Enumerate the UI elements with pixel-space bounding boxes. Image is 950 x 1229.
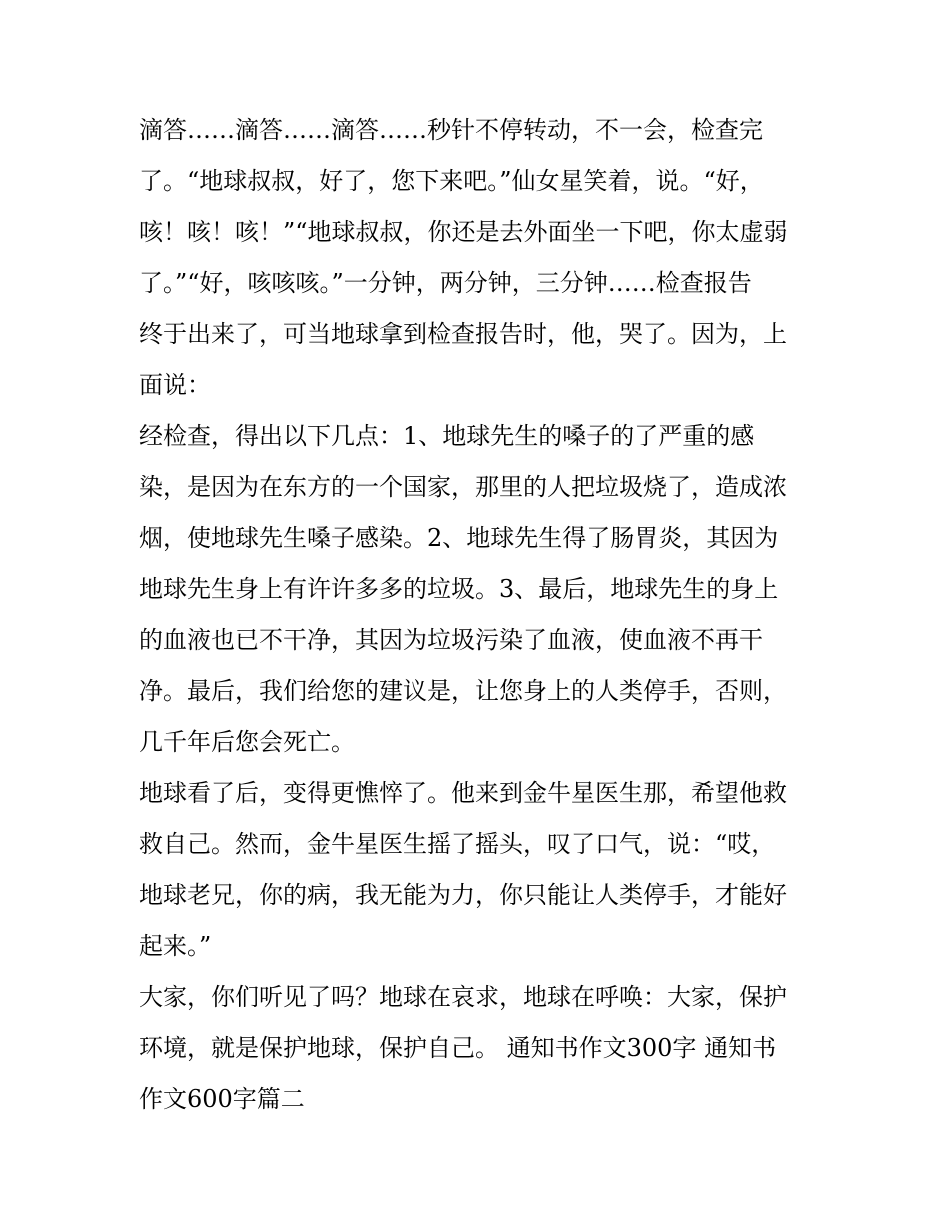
text-line: 环境，就是保护地球，保护自己。 通知书作文300字 通知书 — [139, 1034, 777, 1062]
text-line: 地球先生身上有许许多多的垃圾。3、最后，地球先生的身上 — [139, 575, 779, 603]
text-line: 了。”“好，咳咳咳。”一分钟，两分钟，三分钟……检查报告 — [139, 269, 752, 297]
text-line: 的血液也已不干净，其因为垃圾污染了血液，使血液不再干 — [139, 626, 763, 654]
text-line: 大家，你们听见了吗？地球在哀求，地球在呼唤：大家，保护 — [139, 983, 787, 1011]
text-line: 地球老兄，你的病，我无能为力，你只能让人类停手，才能好 — [139, 881, 787, 909]
text-line: 起来。” — [139, 932, 212, 960]
text-line: 几千年后您会死亡。 — [139, 728, 355, 756]
text-line: 经检查，得出以下几点：1、地球先生的嗓子的了严重的感 — [139, 422, 755, 450]
text-line: 作文600字篇二 — [139, 1085, 305, 1113]
text-line: 烟，使地球先生嗓子感染。2、地球先生得了肠胃炎，其因为 — [139, 524, 779, 552]
text-line: 咳！咳！咳！”“地球叔叔，你还是去外面坐一下吧，你太虚弱 — [139, 218, 788, 246]
text-line: 救自己。然而，金牛星医生摇了摇头，叹了口气，说：“哎， — [139, 830, 776, 858]
text-line: 面说： — [139, 371, 211, 399]
text-line: 地球看了后，变得更憔悴了。他来到金牛星医生那，希望他救 — [139, 779, 787, 807]
text-line: 净。最后，我们给您的建议是，让您身上的人类停手，否则， — [139, 677, 787, 705]
text-line: 终于出来了，可当地球拿到检查报告时，他，哭了。因为，上 — [139, 320, 787, 348]
text-line: 染，是因为在东方的一个国家，那里的人把垃圾烧了，造成浓 — [139, 473, 787, 501]
text-line: 滴答……滴答……滴答……秒针不停转动，不一会，检查完 — [139, 116, 763, 144]
document-body — [139, 105, 819, 1125]
text-line: 了。“地球叔叔，好了，您下来吧。”仙女星笑着，说。“好， — [139, 167, 764, 195]
